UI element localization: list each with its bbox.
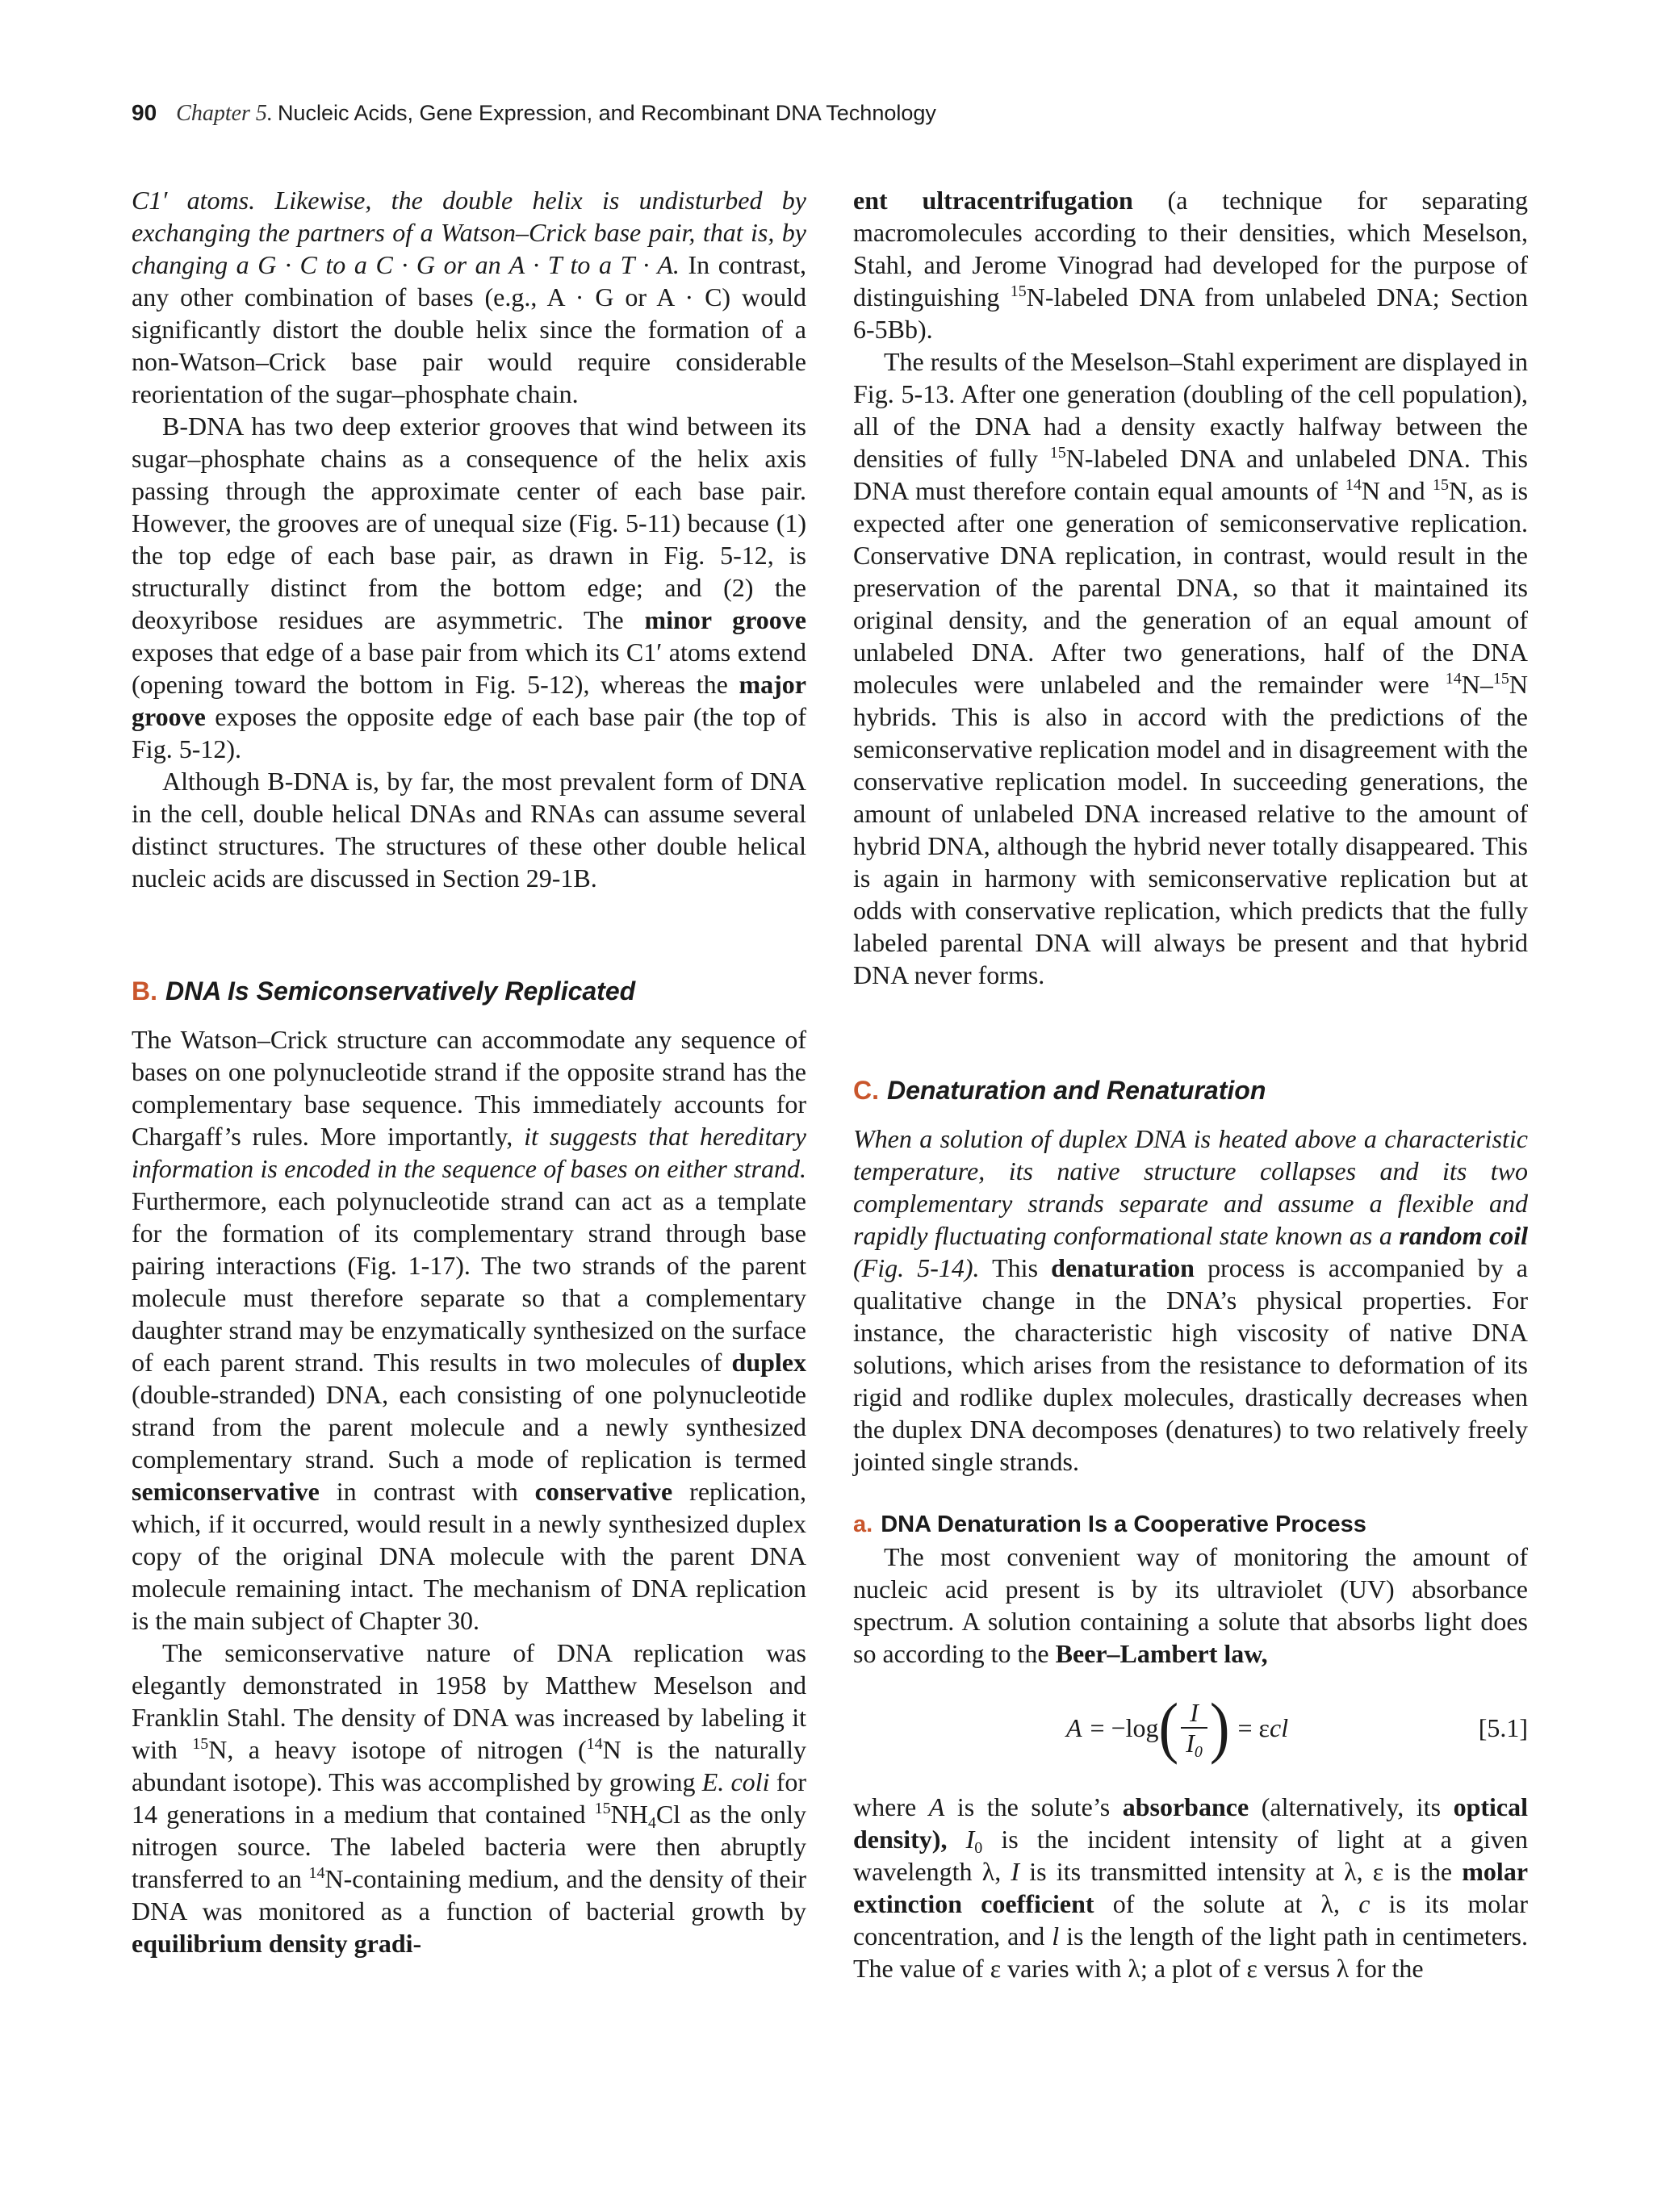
- paragraph-experiment-results: The results of the Meselson–Stahl experiment are displayed in Fig. 5-13. After one generation (doubling of the cell population), all of the DNA had a density exactly halfway between the densities of fully $^{15}$N-labeled DNA and unlabeled DNA. This DNA must therefore contain equal amounts of $^{14}$N and $^{15}$N, as is expected after one generation of semiconservative replication. Conservative DNA replication, in contrast, would result in the preservation of the parental DNA, so that it maintained its original density, and the generation of an equal amount of unlabeled DNA. After two generations, half of the DNA molecules were unlabeled and the remainder were $^{14}$N–$^{15}$N hybrids. This is also in accord with the predictions of the semiconservative replication model and in disagreement with the conservative replication model. In succeeding generations, the amount of unlabeled DNA increased relative to the amount of hybrid DNA, although the hybrid never totally disappeared. This is again in harmony with semiconservative replication but at odds with conservative replication, which predicts that the fully labeled parental DNA will always be present and that hybrid DNA never forms.: [853, 347, 1529, 989]
- paragraph-denaturation: When a solution of duplex DNA is heated above a characteristic temperature, its native structure collapses and its two complementary strands separate and assume a flexible and rapidly fluctuating conformational state known as a random coil (Fig. 5-14). This denaturation process is accompanied by a qualitative change in the DNA’s physical properties. For instance, the characteristic high viscosity of native DNA solutions, which arises from the resistance to deformation of its rigid and rodlike duplex molecules, drastically decreases when the duplex DNA decomposes (denatures) to two relatively freely jointed single strands.: [853, 1124, 1529, 1476]
- paragraph-beer-lambert-terms: where A is the solute’s absorbance (alternatively, its optical density), $I_0$ is the incident intensity of light at a given wavelength λ, I is its transmitted intensity at λ, ε is the molar extinction coefficient of the solute at λ, c is its molar concentration, and l is the length of the light path in centimeters. The value of ε varies with λ; a plot of ε versus λ for the: [853, 1792, 1529, 1983]
- left-paren: (: [1158, 1689, 1179, 1767]
- term-equilibrium-density-gradient: equilibrium density gradi-: [132, 1929, 422, 1958]
- term-denaturation: denaturation: [1051, 1253, 1195, 1282]
- section-heading-b: [132, 975, 806, 1007]
- term-optical-density: optical density),: [853, 1792, 1529, 1854]
- term-ultracentrifugation: ent ultracentrifugation: [853, 186, 1133, 215]
- page-number: 90: [132, 100, 157, 125]
- section-title: Denaturation and Renaturation: [887, 1076, 1266, 1105]
- paragraph-b-dna-forms: Although B-DNA is, by far, the most prevalent form of DNA in the cell, double helical DNAs and RNAs can assume several distinct structures. The structures of these other double helical nucleic acids are discussed in Section 29-1B.: [132, 767, 806, 893]
- paragraph-watson-crick-replication: The Watson–Crick structure can accommodate any sequence of bases on one polynucleotide strand if the opposite strand has the complementary base sequence. This immediately accounts for Chargaff’s rules. More importantly, it suggests that hereditary information is encoded in the sequence of bases on either strand. Furthermore, each polynucleotide strand can act as a template for the formation of its complementary strand through base pairing interactions (Fig. 1-17). The two strands of the parent molecule must therefore separate so that a complementary daughter strand may be enzymatically synthesized on the surface of each parent strand. This results in two molecules of duplex (double-stranded) DNA, each consisting of one polynucleotide strand from the parent molecule and a newly synthesized complementary strand. Such a mode of replication is termed semiconservative in contrast with conservative replication, which, if it occurred, would result in a newly synthesized duplex copy of the original DNA molecule with the parent DNA molecule remaining intact. The mechanism of DNA replication is the main subject of Chapter 30.: [132, 1025, 807, 1635]
- chapter-label: Chapter 5.: [176, 101, 273, 126]
- term-conservative: conservative: [534, 1477, 673, 1506]
- fraction: $\frac{I}{I_0}$: [1181, 1698, 1207, 1758]
- section-heading-c: [853, 1074, 1528, 1106]
- term-absorbance: absorbance: [1122, 1792, 1249, 1821]
- section-title: DNA Is Semiconservatively Replicated: [165, 976, 636, 1006]
- term-minor-groove: minor groove: [644, 605, 807, 634]
- term-molar-extinction-coefficient: molar extinction coefficient: [853, 1857, 1529, 1918]
- equation-beer-lambert: [853, 1679, 1528, 1776]
- subsection-heading-a: [853, 1508, 1528, 1541]
- right-column: [853, 184, 1528, 1984]
- paragraph-ultracentrifugation: ent ultracentrifugation (a technique for separating macromolecules according to their densities, which Meselson, Stahl, and Jerome Vinograd had developed for the purpose of distinguishing $^{15}$N-labeled DNA from unlabeled DNA; Section 6-5Bb).: [853, 186, 1529, 344]
- section-letter: B.: [132, 976, 157, 1006]
- paragraph-uv-absorbance: The most convenient way of monitoring the amount of nucleic acid present is by its ultraviolet (UV) absorbance spectrum. A solution containing a solute that absorbs light does so according to the Beer–Lambert law,: [853, 1542, 1528, 1668]
- paragraph-base-pair-exchange: C1′ atoms. Likewise, the double helix is undisturbed by exchanging the partners of a Watson–Crick base pair, that is, by changing a G · C to a C · G or an A · T to a T · A. In contrast, any other combination of bases (e.g., A · G or A · C) would significantly distort the double helix since the formation of a non-Watson–Crick base pair would require considerable reorientation of the sugar–phosphate chain.: [132, 186, 807, 408]
- right-paren: ): [1209, 1689, 1230, 1767]
- term-beer-lambert-law: Beer–Lambert law,: [1055, 1639, 1268, 1668]
- left-column: [132, 184, 806, 1959]
- chapter-title: Nucleic Acids, Gene Expression, and Recombinant DNA Technology: [277, 101, 936, 125]
- running-head: [132, 97, 936, 129]
- equation-number: [5.1]: [1478, 1713, 1528, 1742]
- term-major-groove: major groove: [132, 670, 806, 731]
- term-duplex: duplex: [731, 1348, 806, 1377]
- paragraph-grooves: B-DNA has two deep exterior grooves that wind between its sugar–phosphate chains as a consequence of the helix axis passing through the approximate center of each base pair. However, the grooves are of unequal size (Fig. 5-11) because (1) the top edge of each base pair, as drawn in Fig. 5-12, is structurally distinct from the bottom edge; and (2) the deoxyribose residues are asymmetric. The minor groove exposes that edge of a base pair from which its C1′ atoms extend (opening toward the bottom in Fig. 5-12), whereas the major groove exposes the opposite edge of each base pair (the top of Fig. 5-12).: [132, 412, 807, 763]
- term-semiconservative: semiconservative: [132, 1477, 320, 1506]
- subsection-title: DNA Denaturation Is a Cooperative Process: [881, 1512, 1366, 1537]
- subsection-letter: a.: [853, 1512, 873, 1537]
- equation-body: A = −log ( $\frac{I}{I_0}$ ) = ε cl: [1066, 1689, 1289, 1767]
- term-random-coil: random coil: [1399, 1221, 1529, 1250]
- paragraph-meselson-stahl: The semiconservative nature of DNA replication was elegantly demonstrated in 1958 by Matthew Meselson and Franklin Stahl. The density of DNA was increased by labeling it with $^{15}$N, a heavy isotope of nitrogen ($^{14}$N is the naturally abundant isotope). This was accomplished by growing E. coli for 14 generations in a medium that contained $^{15}NH_4Cl$ as the only nitrogen source. The labeled bacteria were then abruptly transferred to an $^{14}$N-containing medium, and the density of their DNA was monitored as a function of bacterial growth by equilibrium density gradi-: [132, 1638, 807, 1958]
- section-letter: C.: [853, 1076, 879, 1105]
